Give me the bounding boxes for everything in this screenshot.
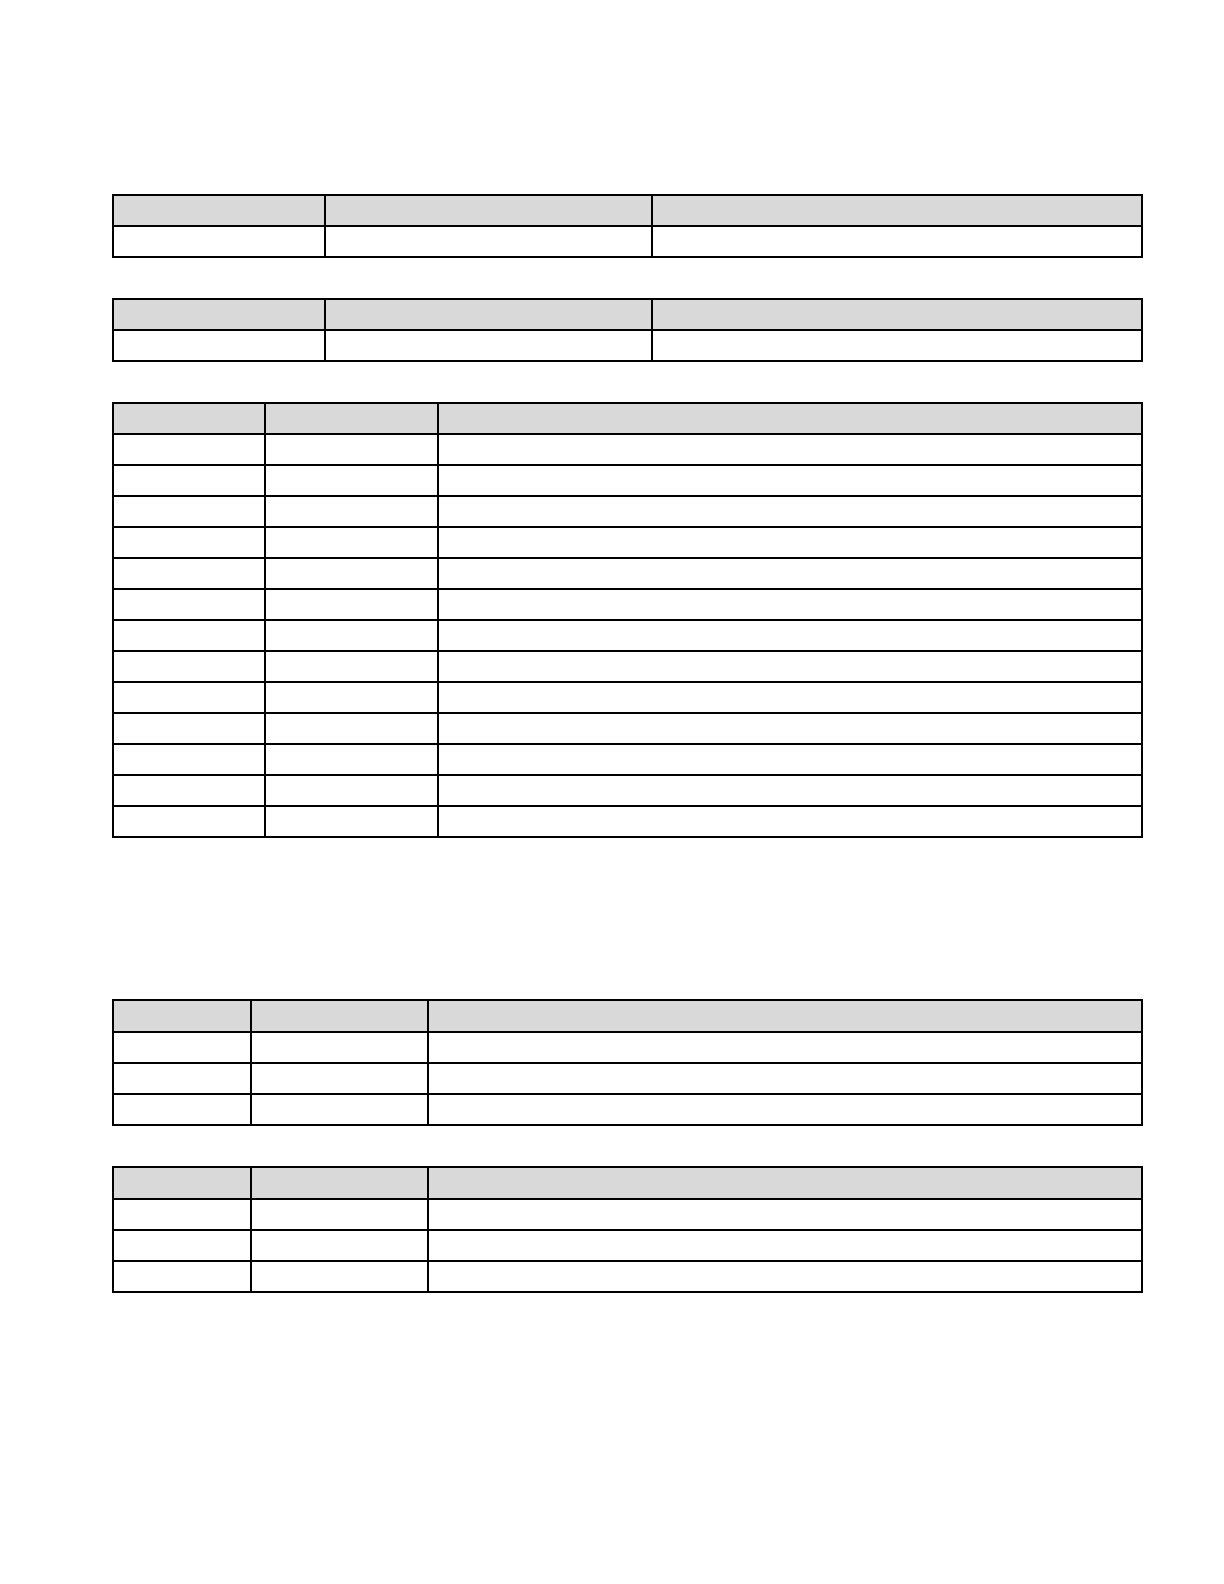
table-row bbox=[113, 1063, 1142, 1094]
table-cell bbox=[438, 620, 1142, 651]
table-cell bbox=[265, 806, 438, 837]
table-row bbox=[113, 744, 1142, 775]
table-cell bbox=[438, 775, 1142, 806]
table-cell bbox=[428, 1063, 1142, 1094]
table-cell bbox=[438, 465, 1142, 496]
table-cell bbox=[113, 620, 265, 651]
table-row bbox=[113, 1199, 1142, 1230]
table-cell bbox=[438, 682, 1142, 713]
table-cell bbox=[265, 558, 438, 589]
table-row bbox=[113, 682, 1142, 713]
table-cell bbox=[251, 1032, 428, 1063]
table-cell bbox=[265, 620, 438, 651]
table-cell bbox=[438, 589, 1142, 620]
table-cell bbox=[113, 527, 265, 558]
table-cell bbox=[113, 1230, 251, 1261]
table-cell bbox=[325, 330, 652, 361]
table-cell bbox=[265, 744, 438, 775]
table-cell bbox=[428, 1199, 1142, 1230]
column-header bbox=[251, 1000, 428, 1032]
table-cell bbox=[113, 226, 325, 257]
table-header-row bbox=[113, 403, 1142, 434]
table-row bbox=[113, 589, 1142, 620]
table-cell bbox=[438, 806, 1142, 837]
table-cell bbox=[113, 558, 265, 589]
table-cell bbox=[113, 806, 265, 837]
table-1 bbox=[112, 194, 1143, 258]
table-row bbox=[113, 527, 1142, 558]
table-cell bbox=[438, 527, 1142, 558]
table-cell bbox=[113, 1199, 251, 1230]
table-row bbox=[113, 620, 1142, 651]
table-row bbox=[113, 558, 1142, 589]
table-header-row bbox=[113, 299, 1142, 330]
table-header-row bbox=[113, 195, 1142, 226]
table-cell bbox=[113, 496, 265, 527]
table-cell bbox=[113, 1094, 251, 1125]
table-cell bbox=[113, 1261, 251, 1292]
table-row bbox=[113, 330, 1142, 361]
column-header bbox=[428, 1167, 1142, 1199]
table-cell bbox=[438, 744, 1142, 775]
table-2 bbox=[112, 298, 1143, 362]
table-cell bbox=[113, 330, 325, 361]
table-cell bbox=[113, 713, 265, 744]
table-cell bbox=[265, 465, 438, 496]
column-header bbox=[438, 403, 1142, 434]
table-cell bbox=[251, 1261, 428, 1292]
table-cell bbox=[265, 496, 438, 527]
table-cell bbox=[438, 434, 1142, 465]
table-cell bbox=[113, 434, 265, 465]
table-cell bbox=[265, 775, 438, 806]
column-header bbox=[652, 195, 1142, 226]
table-cell bbox=[265, 589, 438, 620]
table-row bbox=[113, 651, 1142, 682]
column-header bbox=[652, 299, 1142, 330]
table-4 bbox=[112, 999, 1143, 1126]
column-header bbox=[325, 299, 652, 330]
table-cell bbox=[325, 226, 652, 257]
table-cell bbox=[265, 527, 438, 558]
table-row bbox=[113, 806, 1142, 837]
column-header bbox=[113, 1167, 251, 1199]
table-cell bbox=[251, 1063, 428, 1094]
table-cell bbox=[265, 682, 438, 713]
table-row bbox=[113, 713, 1142, 744]
table-row bbox=[113, 226, 1142, 257]
table-row bbox=[113, 1261, 1142, 1292]
column-header bbox=[113, 195, 325, 226]
table-row bbox=[113, 1230, 1142, 1261]
table-cell bbox=[113, 1032, 251, 1063]
table-cell bbox=[113, 465, 265, 496]
table-cell bbox=[113, 651, 265, 682]
table-cell bbox=[652, 226, 1142, 257]
table-cell bbox=[428, 1261, 1142, 1292]
table-row bbox=[113, 1032, 1142, 1063]
table-3 bbox=[112, 402, 1143, 838]
table-cell bbox=[265, 713, 438, 744]
table-row bbox=[113, 1094, 1142, 1125]
table-cell bbox=[428, 1032, 1142, 1063]
table-cell bbox=[113, 682, 265, 713]
table-header-row bbox=[113, 1000, 1142, 1032]
table-cell bbox=[438, 496, 1142, 527]
table-cell bbox=[251, 1094, 428, 1125]
table-cell bbox=[265, 651, 438, 682]
table-cell bbox=[251, 1230, 428, 1261]
table-cell bbox=[438, 558, 1142, 589]
table-row bbox=[113, 496, 1142, 527]
table-5 bbox=[112, 1166, 1143, 1293]
column-header bbox=[113, 1000, 251, 1032]
column-header bbox=[113, 299, 325, 330]
column-header bbox=[325, 195, 652, 226]
table-cell bbox=[438, 713, 1142, 744]
table-cell bbox=[428, 1230, 1142, 1261]
column-header bbox=[428, 1000, 1142, 1032]
column-header bbox=[251, 1167, 428, 1199]
table-cell bbox=[113, 589, 265, 620]
table-cell bbox=[113, 1063, 251, 1094]
table-cell bbox=[251, 1199, 428, 1230]
table-row bbox=[113, 775, 1142, 806]
table-cell bbox=[265, 434, 438, 465]
table-row bbox=[113, 434, 1142, 465]
table-cell bbox=[113, 744, 265, 775]
table-cell bbox=[428, 1094, 1142, 1125]
column-header bbox=[113, 403, 265, 434]
table-header-row bbox=[113, 1167, 1142, 1199]
table-row bbox=[113, 465, 1142, 496]
table-cell bbox=[438, 651, 1142, 682]
table-cell bbox=[652, 330, 1142, 361]
table-cell bbox=[113, 775, 265, 806]
column-header bbox=[265, 403, 438, 434]
